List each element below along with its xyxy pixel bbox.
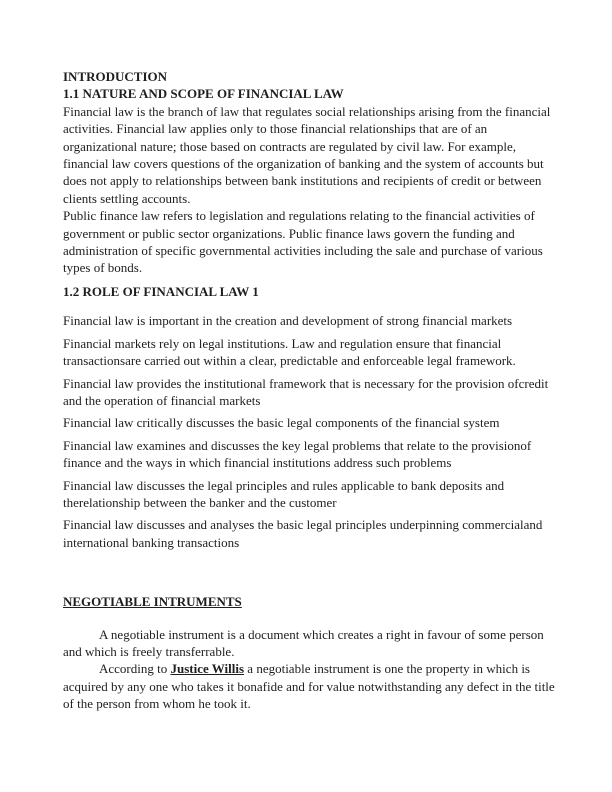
heading-nature-and-scope: 1.1 NATURE AND SCOPE OF FINANCIAL LAW xyxy=(63,86,344,102)
heading-negotiable-instruments: NEGOTIABLE INTRUMENTS xyxy=(63,594,242,610)
paragraph-justice-willis xyxy=(63,660,560,712)
role-paragraph-creation-development: Financial law is important in the creation and development of strong financial markets xyxy=(63,313,513,329)
role-paragraph-bank-deposits: Financial law discusses the legal principles and rules applicable to bank deposits and therelationship between the banker and the customer xyxy=(63,477,505,510)
negotiable-instruments-section xyxy=(63,626,560,713)
role-paragraph-key-legal-problems: Financial law examines and discusses the key legal problems that relate to the provisionof finance and the ways in which financial institutions address such problems xyxy=(63,437,532,471)
document-content xyxy=(63,68,560,713)
role-paragraph-institutional-framework: Financial law provides the institutional framework that is necessary for the provision ofcredit and the operation of financial markets xyxy=(63,375,549,408)
role-paragraph-legal-institutions: Financial markets rely on legal institutions. Law and regulation ensure that financial transactionsare carried out within a clear, predictable and enforceable legal framework. xyxy=(63,335,516,369)
role-paragraph-commercial-banking: Financial law discusses and analyses the basic legal principles underpinning commercialand international banking transactions xyxy=(63,517,543,550)
paragraph-public-finance-law: Public finance law refers to legislation and regulations relating to the financial activities of government or public sector organizations. Public finance laws govern the funding and administration of specific governmental activities including the sale and purchase of various types of bonds. xyxy=(63,208,543,276)
justice-willis-text-after: a negotiable instrument is one the property in which is acquired by any one who takes it bonafide and for value notwithstanding any defect in the title of the person from whom he took it. xyxy=(63,661,555,712)
heading-introduction: INTRODUCTION xyxy=(63,69,168,84)
justice-willis-emphasis: Justice Willis xyxy=(170,661,245,677)
role-paragraph-legal-components: Financial law critically discusses the basic legal components of the financial system xyxy=(63,415,500,431)
paragraph-financial-law-definition: Financial law is the branch of law that regulates social relationships arising from the financial activities. Financial law applies only to those financial relationships that are of an organizational nature; those based on contracts are regulated by civil law. For example, financial law covers questions of the organization of banking and the system of accounts but does not apply to relationships between bank institutions and recipients of credit or between clients settling accounts. xyxy=(63,103,551,206)
heading-role-of-financial-law: 1.2 ROLE OF FINANCIAL LAW 1 xyxy=(63,283,259,299)
paragraph-negotiable-definition: A negotiable instrument is a document which creates a right in favour of some person and which is freely transferrable. xyxy=(63,626,544,659)
justice-willis-text-before: According to xyxy=(99,661,171,677)
